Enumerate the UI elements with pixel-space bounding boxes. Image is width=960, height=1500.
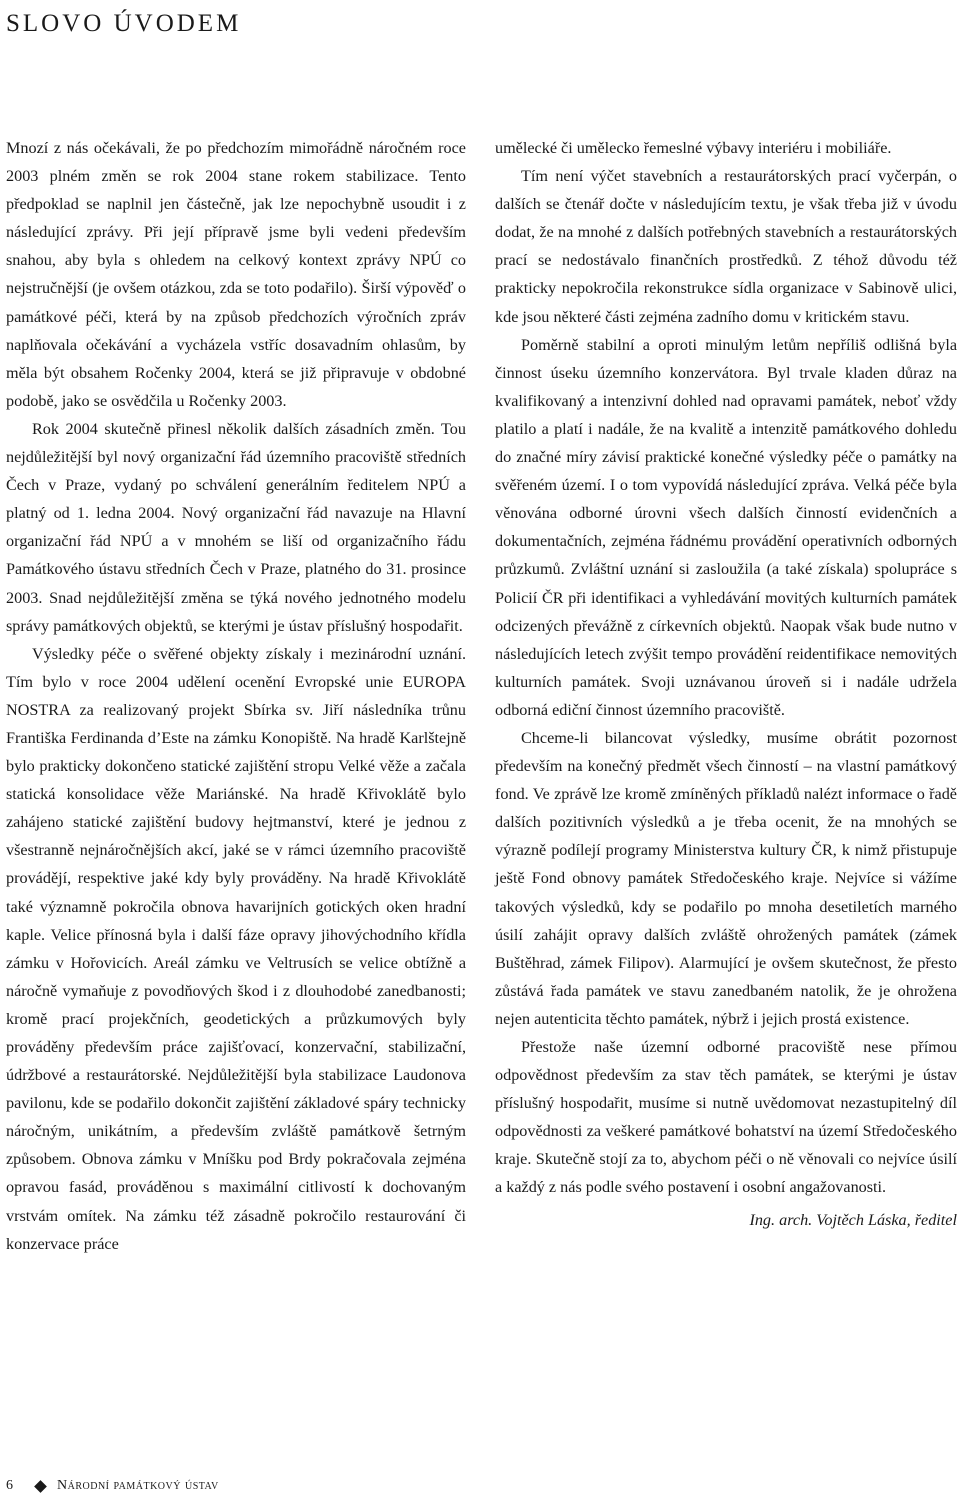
page-footer xyxy=(6,1478,219,1494)
paragraph: Chceme-li bilancovat výsledky, musíme obrátit pozornost především na konečný předmět všech činností – na vlastní památkový fond. Ve zprávě lze kromě zmíněných příkladů nalézt informace o řadě dalších pozitivních výsledků a je třeba ocenit, že na mnohých se výrazně podílejí programy Ministerstva kultury ČR, k nimž přistupuje ještě Fond obnovy památek Středočeského kraje. Nejvíce si vážíme takových výsledků, kdy se podařilo po mnoha desetiletích marného úsilí zahájit opravy dalších zvláště ohrožených památek (zámek Buštěhrad, zámek Filipov). Alarmující je ovšem skutečnost, že přesto zůstává řada památek ve stavu zanedbaném natolik, že je ohrožena nejen autenticita těchto památek, nýbrž i jejich prostá existence. xyxy=(495,728,957,1028)
paragraph: Tím není výčet stavebních a restaurátorských prací vyčerpán, o dalších se čtenář dočte v následujícím textu, je však třeba již v úvodu dodat, že na mnohé z dalších potřebných stavebních a restaurátorských prací se nedostávalo finančních prostředků. Z téhož důvodu též prakticky nepokročila rekonstrukce sídla organizace v Sabinově ulici, kde jsou některé části zejména zadního domu v kritickém stavu. xyxy=(495,167,957,326)
page-number: 6 xyxy=(6,1478,13,1493)
paragraph: umělecké či umělecko řemeslné výbavy interiéru i mobiliáře. xyxy=(495,139,892,157)
page-title: SLOVO ÚVODEM xyxy=(6,10,242,37)
left-column xyxy=(6,134,466,1258)
paragraph: Výsledky péče o svěřené objekty získaly i mezinárodní uznání. Tím bylo v roce 2004 udělení ocenění Evropské unie EUROPA NOSTRA za realizovaný projekt Sbírka sv. Jiří následníka trůnu Františka Ferdinanda d’Este na zámku Konopiště. Na hradě Karlštejně bylo prakticky dokončeno statické zajištění stropu Velké věže a začala statická konsolidace věže Mariánské. Na hradě Křivoklátě bylo zahájeno statické zajištění budovy hejtmanství, které je jednou z všestranně nejnáročnějších akcí, jaké se v rámci územního pracoviště provádějí, respektive jaké kdy byly prováděny. Na hradě Křivoklátě také významně pokročila obnova havarijních gotických oken hradní kaple. Velice přínosná byla i další fáze opravy jihovýchodního křídla zámku v Hořovicích. Areál zámku ve Veltrusích se velice obtížně a náročně vymaňuje z povodňových škod i z dlouhodobé zanedbanosti; kromě prací projekčních, geodetických a průzkumových byly prováděny především práce zajišťovací, konzervační, stabilizační, údržbové a restaurátorské. Nejdůležitější byla stabilizace Laudonova pavilonu, kde se podařilo dokončit zajištění základové spáry technicky náročným, unikátním, a především zvláště památkově šetrným způsobem. Obnova zámku v Mníšku pod Brdy pokračovala zejména opravou fasád, prováděnou s maximální citlivostí k dochovaným vrstvám omítek. Na zámku též zásadně pokročilo restaurování či konzervace práce xyxy=(6,644,466,1253)
paragraph: Mnozí z nás očekávali, že po předchozím mimořádně náročném roce 2003 plném změn se rok 2004 stane rokem stabilizace. Tento předpoklad se naplnil jen částečně, jak lze nepochybně usoudit i z následující zprávy. Při její přípravě jsme byli vedeni především snahou, aby byla s ohledem na celkový kontext zprávy NPÚ co nejstručnější (je ovšem otázkou, zda se toto podařilo). Širší výpověď o památkové péči, která by na způsob předchozích výročních zpráv naplňovala očekávání a vycházela vstříc dosavadním ohlasům, by měla být obsahem Ročenky 2004, která se již připravuje v obdobné podobě, jako se osvědčila u Ročenky 2003. xyxy=(6,139,466,410)
paragraph: Poměrně stabilní a oproti minulým letům nepříliš odlišná byla činnost úseku územního konzervátora. Byl trvale kladen důraz na kvalifikovaný a intenzivní dohled nad opravami památek, neboť vždy platilo a platí i nadále, že na kvalitě a intenzitě památkového dohledu do značné míry závisí praktické konečné výsledky péče o památky na svěřeném území. I o tom vypovídá následující zpráva. Velká péče byla věnována odborné úrovni všech dalších činností evidenčních a dokumentačních, zejména řádnému provádění operativních odborných průzkumů. Zvláštní uznání si zasloužila (a také získala) spolupráce s Policií ČR při identifikaci a vyhledávání movitých kulturních památek odcizených převážně z církevních objektů. Naopak však bude nutno v následujících letech zvýšit tempo provádění reidentifikace nemovitých kulturních památek. Svoji uznávanou úroveň si i nadále udržela odborná ediční činnost územního pracoviště. xyxy=(495,335,957,719)
right-column xyxy=(495,134,957,1234)
publication-name: Národní památkový ústav xyxy=(57,1478,219,1493)
paragraph: Přestože naše územní odborné pracoviště nese přímou odpovědnost především za stav těch památek, se kterými je ústav příslušný hospodařit, musíme si nutně uvědomovat nezastupitelný díl odpovědnosti za veškeré památkové bohatství na území Středočeského kraje. Skutečně stojí za to, abychom péči o ně věnovali co nejvíce úsilí a každý z nás podle svého postavení i osobní angažovanosti. xyxy=(495,1038,957,1197)
signature: Ing. arch. Vojtěch Láska, ředitel xyxy=(749,1210,957,1229)
paragraph: Rok 2004 skutečně přinesl několik dalších zásadních změn. Tou nejdůležitější byl nový organizační řád územního pracoviště středních Čech v Praze, vydaný po schválení generálním ředitelem NPÚ a platný od 1. ledna 2004. Nový organizační řád navazuje na Hlavní organizační řád NPÚ a v mnohém se liší od organizačního řádu Památkového ústavu středních Čech v Praze, platného do 31. prosince 2003. Snad nejdůležitější změna se týká nového jednotného modelu správy památkových objektů, se kterými je ústav příslušný hospodařit. xyxy=(6,419,466,635)
diamond-icon xyxy=(34,1480,47,1493)
